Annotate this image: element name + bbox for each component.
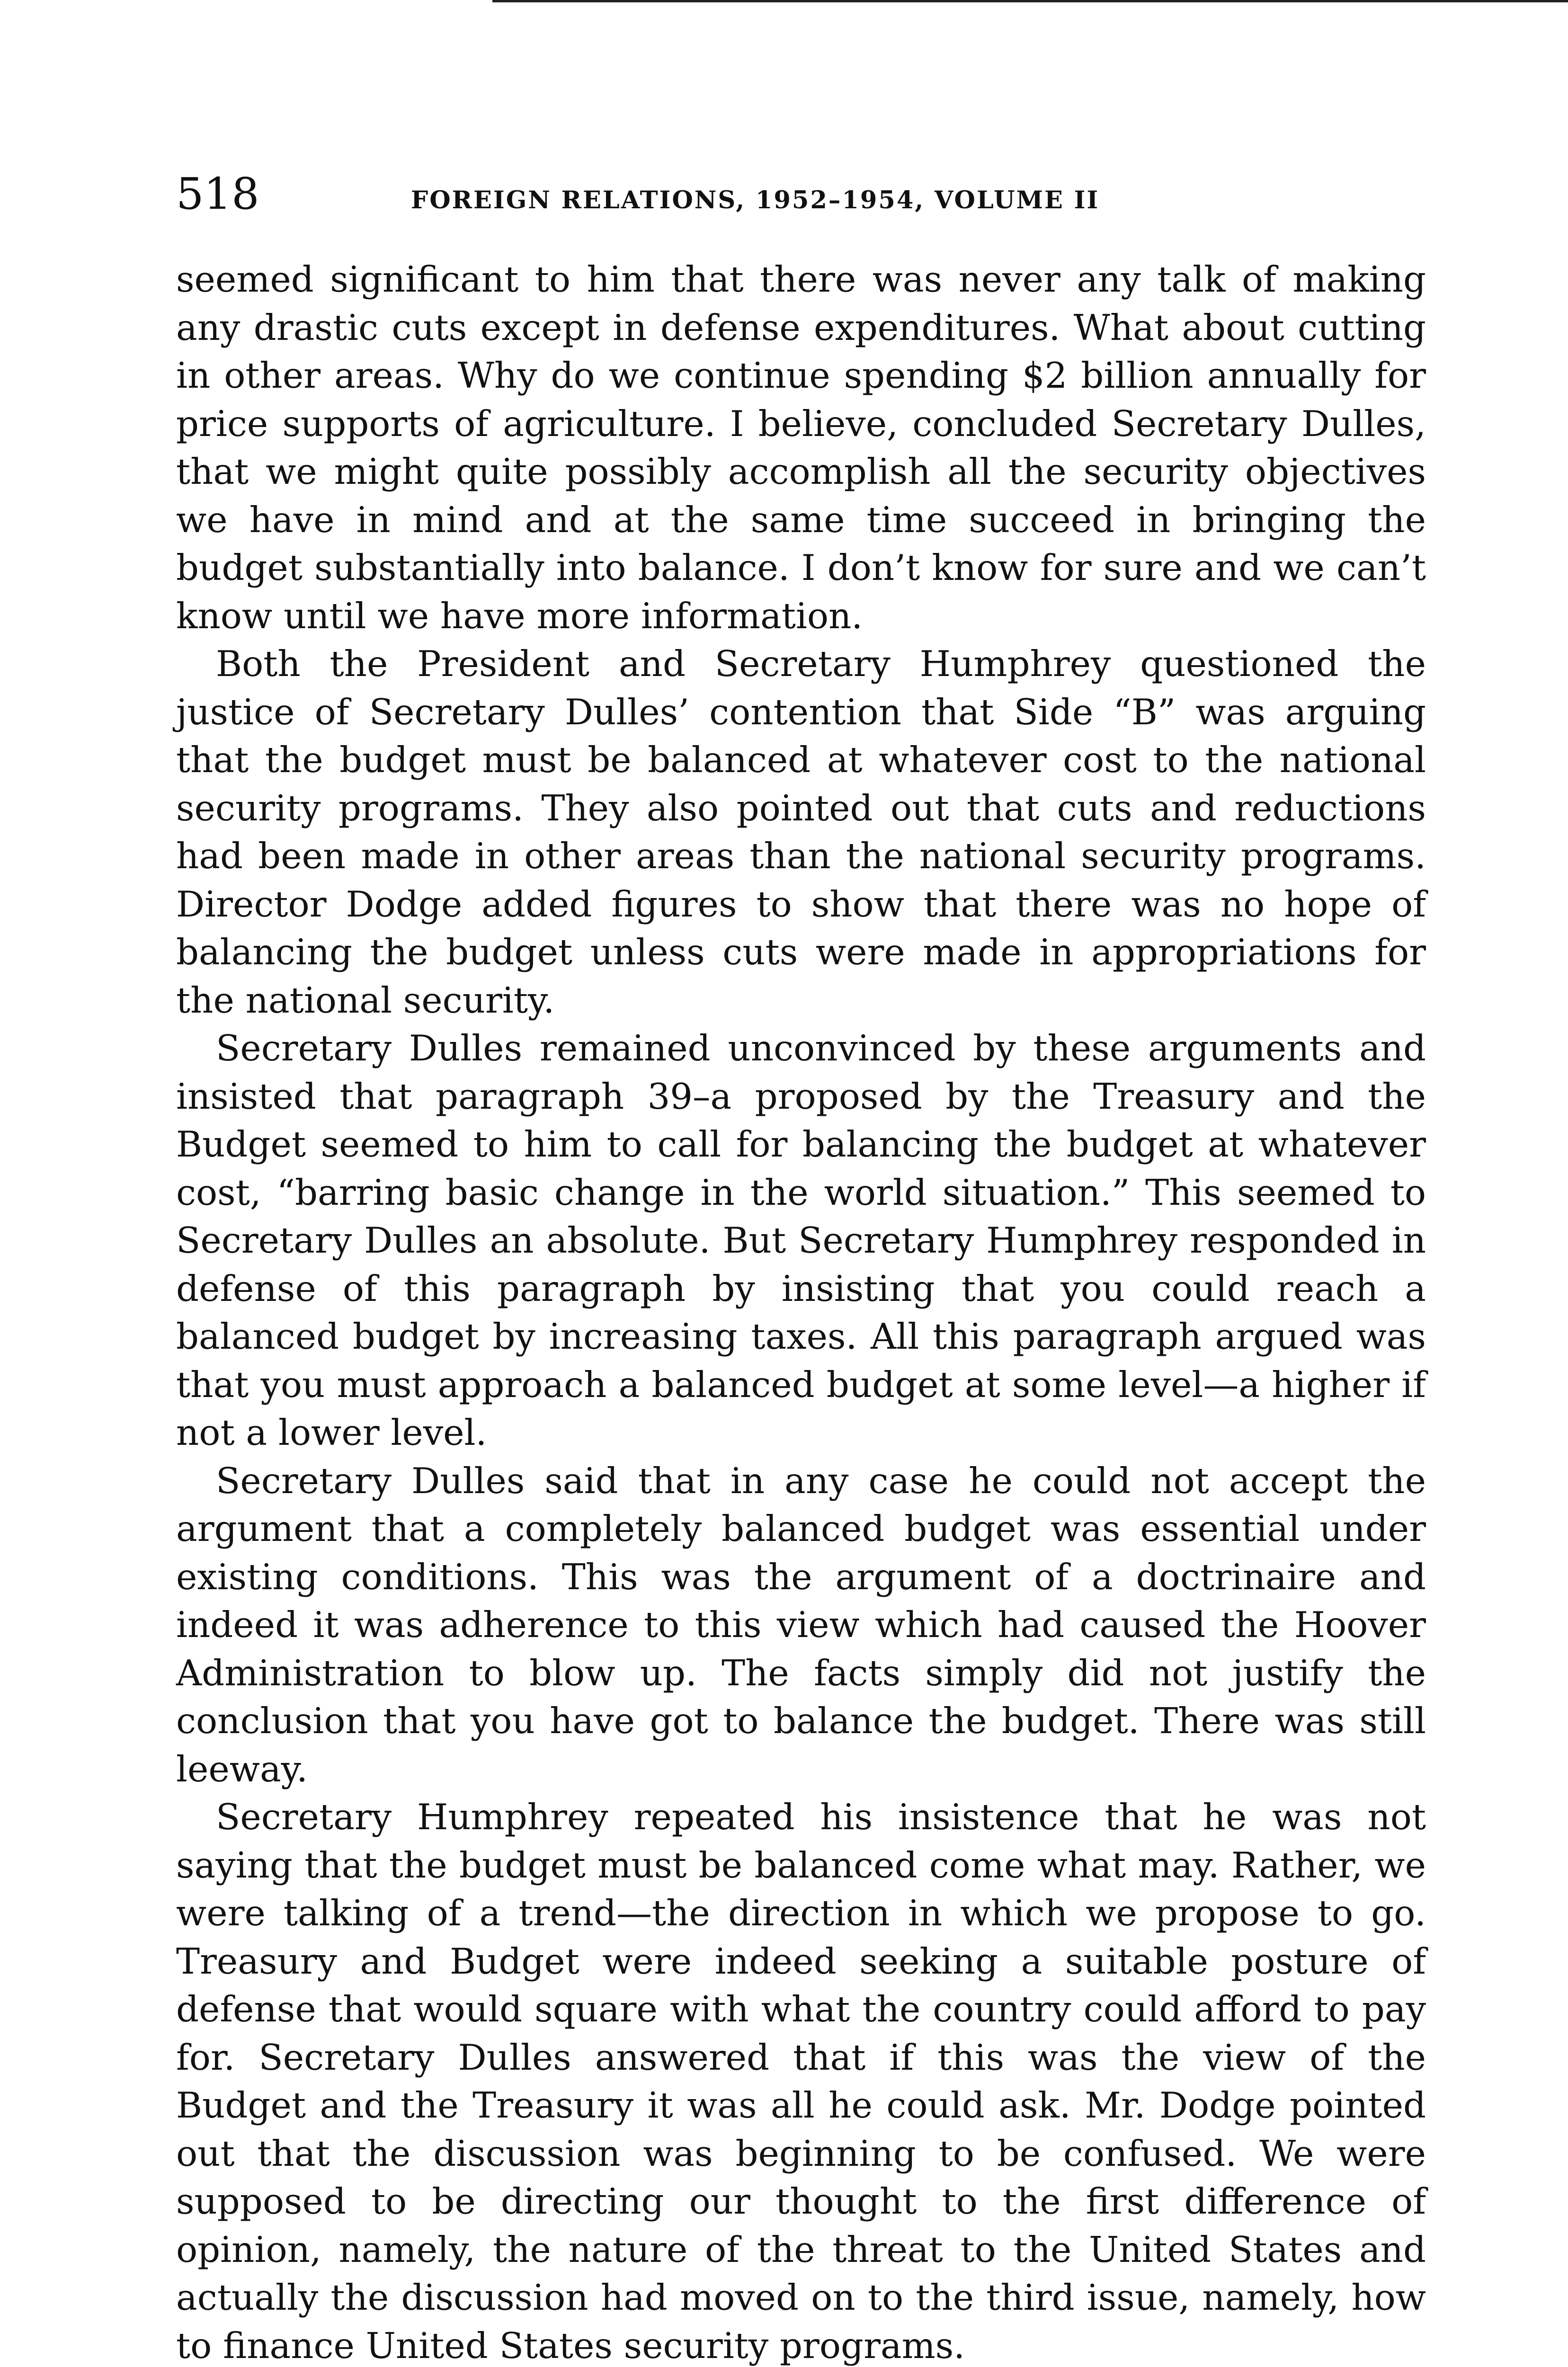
page-header xyxy=(176,168,1426,234)
paragraph-1: seemed significant to him that there was never any talk of making any drastic cuts except in defense expenditures. What about cutting in other areas. Why do we continue spending $2 billion annually for price supports of agriculture. I believe, concluded Secretary Dulles, that we might quite possibly accomplish all the security objectives we have in mind and at the same time succeed in bringing the budget substantially into balance. I don’t know for sure and we can’t know until we have more information. xyxy=(176,258,1426,637)
page-number: 518 xyxy=(176,169,259,219)
paragraph-5: Secretary Humphrey repeated his insistence that he was not saying that the budget must be balanced come what may. Rather, we were talking of a trend—the direction in which we propose to go. Treasury and Budget were indeed seeking a suitable posture of defense that would square with what the country could afford to pay for. Secretary Dulles answered that if this was the view of the Budget and the Treasury it was all he could ask. Mr. Dodge pointed out that the discussion was beginning to be confused. We were supposed to be directing our thought to the first difference of opinion, namely, the nature of the threat to the United States and actually the discussion had moved on to the third issue, namely, how to finance United States security programs. xyxy=(176,1796,1426,2367)
paragraph-3: Secretary Dulles remained unconvinced by these arguments and insisted that paragraph 39–a proposed by the Treasury and the Budget seemed to him to call for balancing the budget at whatever cost, “barring basic change in the world situation.” This seemed to Secretary Dulles an absolute. But Secretary Humphrey responded in defense of this paragraph by insisting that you could reach a balanced budget by increasing taxes. All this paragraph argued was that you must approach a balanced budget at some level—a higher if not a lower level. xyxy=(176,1027,1426,1453)
paragraph-2: Both the President and Secretary Humphrey questioned the justice of Secretary Dulles’ contention that Side “B” was arguing that the budget must be balanced at whatever cost to the national security programs. They also pointed out that cuts and reductions had been made in other areas than the national security programs. Director Dodge added figures to show that there was no hope of balancing the budget unless cuts were made in appropriations for the national security. xyxy=(176,643,1426,1021)
running-title: FOREIGN RELATIONS, 1952–1954, VOLUME II xyxy=(411,186,1100,214)
paragraph-4: Secretary Dulles said that in any case he could not accept the argument that a completely balanced budget was essential under existing conditions. This was the argument of a doctrinaire and indeed it was adherence to this view which had caused the Hoover Administration to blow up. The facts simply did not justify the conclusion that you have got to balance the budget. There was still leeway. xyxy=(176,1459,1426,1790)
body-text xyxy=(176,256,1426,2367)
page-top-edge xyxy=(492,0,1568,2)
